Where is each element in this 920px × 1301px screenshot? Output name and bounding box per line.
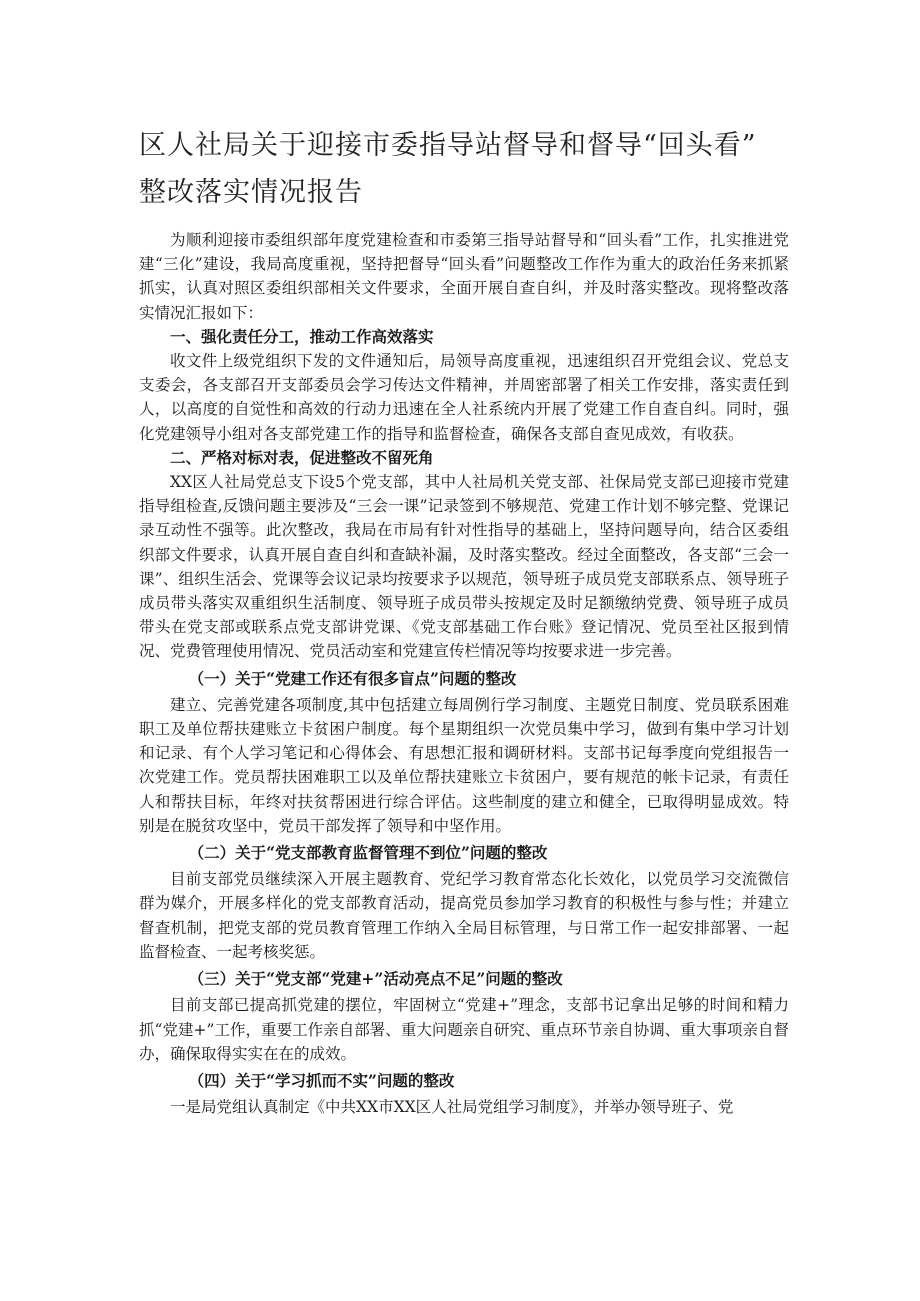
document-body bbox=[139, 228, 789, 1119]
subsection-2-paragraph: 目前支部党员继续深入开展主题教育、党纪学习教育常态化长效化，以党员学习交流微信群为媒介，开展多样化的党支部教育活动，提高党员参加学习教育的积极性与参与性；并建立督查机制，把党支部的党员教育管理工作纳入全局目标管理，与日常工作一起安排部署、一起监督检查、一起考核奖惩。 bbox=[139, 870, 789, 961]
subsection-3-heading: （三）关于“党支部“党建+”活动亮点不足”问题的整改 bbox=[188, 969, 563, 989]
intro-paragraph: 为顺利迎接市委组织部年度党建检查和市委第三指导站督导和“回头看”工作，扎实推进党建“三化”建设，我局高度重视，坚持把督导“回头看”问题整改工作作为重大的政治任务来抓紧抓实，认真对照区委组织部相关文件要求，全面开展自查自纠，并及时落实整改。现将整改落实情况汇报如下： bbox=[139, 231, 789, 322]
document-title-line-2: 整改落实情况报告 bbox=[139, 177, 363, 208]
section-1-paragraph: 收文件上级党组织下发的文件通知后，局领导高度重视，迅速组织召开党组会议、党总支支委会，各支部召开支部委员会学习传达文件精神，并周密部署了相关工作安排，落实责任到人，以高度的自觉性和高效的行动力迅速在全人社系统内开展了党建工作自查自纠。同时，强化党建领导小组对各支部党建工作的指导和监督检查，确保各支部自查见成效，有收获。 bbox=[139, 352, 789, 443]
subsection-1-paragraph: 建立、完善党建各项制度,其中包括建立每周例行学习制度、主题党日制度、党员联系困难职工及单位帮扶建账立卡贫困户制度。每个星期组织一次党员集中学习，做到有集中学习计划和记录、有个人学习笔记和心得体会、有思想汇报和调研材料。支部书记每季度向党组报告一次党建工作。党员帮扶困难职工以及单位帮扶建账立卡贫困户，要有规范的帐卡记录，有责任人和帮扶目标，年终对扶贫帮困进行综合评估。这些制度的建立和健全，已取得明显成效。特别是在脱贫攻坚中，党员干部发挥了领导和中坚作用。 bbox=[139, 695, 789, 835]
section-1-heading: 一、强化责任分工，推动工作高效落实 bbox=[170, 326, 434, 346]
document-title-line-1: 区人社局关于迎接市委指导站督导和督导“回头看” bbox=[139, 130, 757, 161]
subsection-3-paragraph: 目前支部已提高抓党建的摆位，牢固树立“党建+”理念，支部书记拿出足够的时间和精力抓“党建+”工作，重要工作亲自部署、重大问题亲自研究、重点环节亲自协调、重大事项亲自督办，确保取得实实在在的成效。 bbox=[139, 996, 789, 1063]
subsection-4-paragraph: 一是局党组认真制定《中共XX市XX区人社局党组学习制度》，并举办领导班子、党 bbox=[170, 1098, 734, 1117]
section-2-heading: 二、严格对标对表，促进整改不留死角 bbox=[170, 447, 434, 467]
subsection-2-heading: （二）关于“党支部教育监督管理不到位”问题的整改 bbox=[188, 843, 548, 863]
subsection-4-heading: （四）关于“学习抓而不实”问题的整改 bbox=[188, 1070, 455, 1090]
subsection-1-heading: （一）关于“党建工作还有很多盲点”问题的整改 bbox=[188, 668, 517, 688]
section-2-paragraph: XX区人社局党总支下设5个党支部，其中人社局机关党支部、社保局党支部已迎接市党建指导组检查,反馈问题主要涉及“三会一课”记录签到不够规范、党建工作计划不够完整、党课记录互动性不强等。此次整改，我局在市局有针对性指导的基础上，坚持问题导向，结合区委组织部文件要求，认真开展自查自纠和查缺补漏，及时落实整改。经过全面整改，各支部“三会一课”、组织生活会、党课等会议记录均按要求予以规范，领导班子成员党支部联系点、领导班子成员带头落实双重组织生活制度、领导班子成员带头按规定及时足额缴纳党费、领导班子成员带头在党支部或联系点党支部讲党课、《党支部基础工作台账》登记情况、党员至社区报到情况、党费管理使用情况、党员活动室和党建宣传栏情况等均按要求进一步完善。 bbox=[139, 473, 789, 661]
